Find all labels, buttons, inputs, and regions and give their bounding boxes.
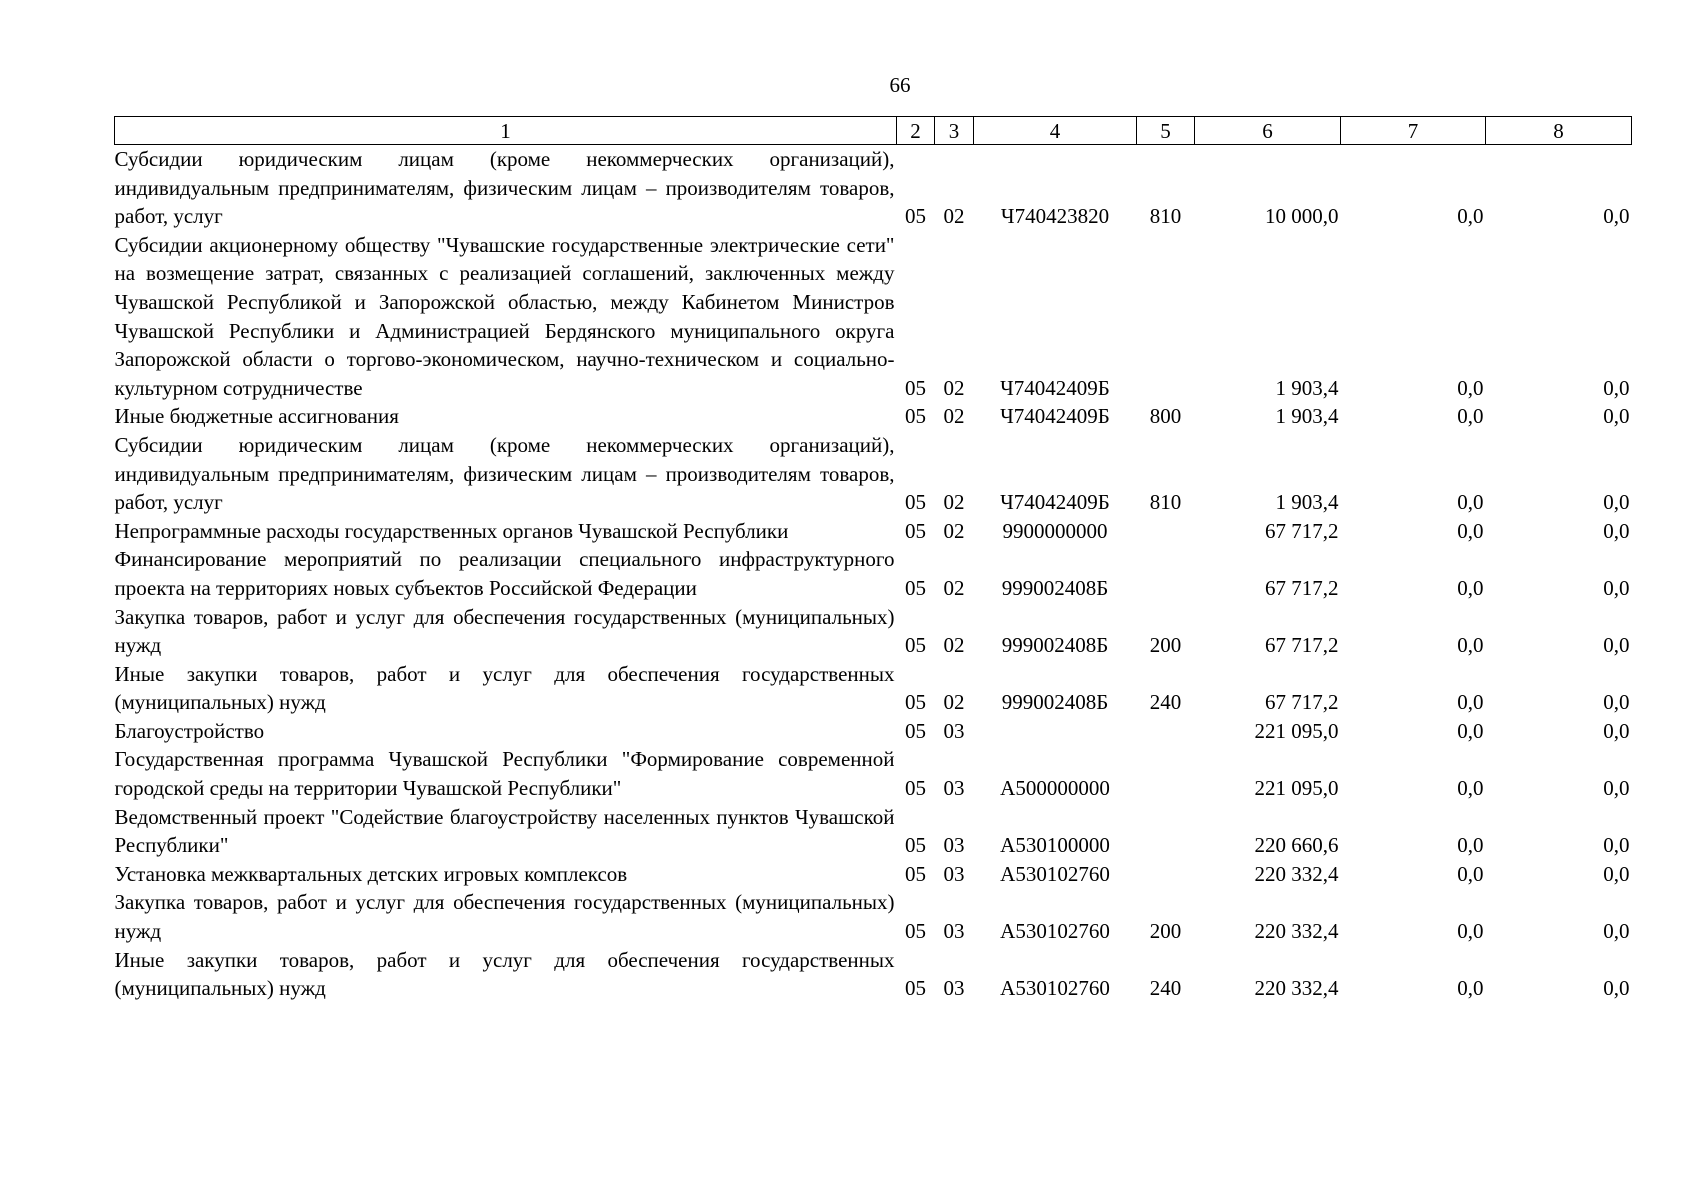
target-article-cell: Ч74042409Б (1000, 490, 1110, 515)
expense-type-cell (1137, 545, 1195, 602)
expense-type-cell: 810 (1149, 490, 1182, 515)
table-row (115, 545, 1632, 602)
amount-cell-col7: 0,0 (1457, 518, 1484, 543)
table-row (115, 860, 1632, 889)
table-row (115, 803, 1632, 860)
expense-type-cell (1137, 717, 1195, 746)
expense-type-cell (1137, 860, 1195, 889)
amount-cell-col6: 67 717,2 (1265, 518, 1339, 543)
section-code-cell: 05 (905, 833, 926, 858)
subsection-code-cell: 03 (943, 833, 965, 858)
row-name-cell: Непрограммные расходы государственных органов Чувашской Республики (114, 518, 789, 543)
budget-table (114, 116, 1632, 1003)
amount-cell-col6: 1 903,4 (1275, 375, 1339, 400)
table-row (115, 888, 1632, 945)
table-row (115, 517, 1632, 546)
row-name-cell: Установка межквартальных детских игровых комплексов (114, 861, 628, 886)
amount-cell-col8: 0,0 (1603, 204, 1630, 229)
expense-type-cell (1137, 745, 1195, 802)
section-code-cell: 05 (905, 919, 926, 944)
amount-cell-col8: 0,0 (1603, 919, 1630, 944)
column-header-5: 5 (1137, 117, 1195, 145)
section-code-cell: 05 (905, 690, 926, 715)
target-article-cell: Ч740423820 (1000, 204, 1110, 229)
table-row (115, 745, 1632, 802)
section-code-cell: 05 (905, 204, 926, 229)
section-code-cell: 05 (905, 490, 926, 515)
amount-cell-col8: 0,0 (1603, 718, 1630, 743)
amount-cell-col8: 0,0 (1603, 833, 1630, 858)
target-article-cell: 999002408Б (1001, 575, 1109, 600)
row-name-cell: Субсидии юридическим лицам (кроме некоммерческих организаций), индивидуальным предпринимателям, физическим лицам – производителям товаров, работ, услуг (114, 432, 895, 515)
amount-cell-col6: 220 660,6 (1254, 833, 1339, 858)
subsection-code-cell: 02 (943, 633, 965, 658)
column-header-6: 6 (1195, 117, 1341, 145)
column-header-7: 7 (1341, 117, 1486, 145)
amount-cell-col8: 0,0 (1603, 776, 1630, 801)
expense-type-cell (1137, 517, 1195, 546)
subsection-code-cell: 02 (943, 518, 965, 543)
target-article-cell: 999002408Б (1001, 690, 1109, 715)
row-name-cell: Иные закупки товаров, работ и услуг для обеспечения государственных (муниципальных) нужд (114, 947, 895, 1001)
row-name-cell: Государственная программа Чувашской Республики "Формирование современной городской среды на территории Чувашской Республики" (114, 747, 895, 801)
amount-cell-col8: 0,0 (1603, 404, 1630, 429)
target-article-cell: 999002408Б (1001, 633, 1109, 658)
expense-type-cell: 240 (1149, 690, 1182, 715)
column-header-4: 4 (974, 117, 1137, 145)
amount-cell-col8: 0,0 (1603, 490, 1630, 515)
amount-cell-col6: 67 717,2 (1265, 575, 1339, 600)
amount-cell-col6: 1 903,4 (1275, 404, 1339, 429)
amount-cell-col6: 221 095,0 (1254, 718, 1339, 743)
subsection-code-cell: 02 (943, 375, 965, 400)
amount-cell-col7: 0,0 (1457, 204, 1484, 229)
row-name-cell: Субсидии акционерному обществу "Чувашские государственные электрические сети" на возмещение затрат, связанных с реализацией соглашений, заключенных между Чувашской Республикой и Запорожской областью, между Кабинетом Министров Чувашской Республики и Администрацией Бердянского муниципального округа Запорожской области о торгово-экономическом, научно-техническом и социально-культурном сотрудничестве (114, 232, 895, 400)
amount-cell-col6: 1 903,4 (1275, 490, 1339, 515)
column-header-8: 8 (1486, 117, 1632, 145)
table-row (115, 231, 1632, 403)
section-code-cell: 05 (905, 518, 926, 543)
amount-cell-col6: 67 717,2 (1265, 633, 1339, 658)
amount-cell-col6: 220 332,4 (1254, 919, 1339, 944)
subsection-code-cell: 03 (943, 976, 965, 1001)
target-article-cell: А530102760 (1000, 861, 1110, 886)
amount-cell-col6: 67 717,2 (1265, 690, 1339, 715)
amount-cell-col8: 0,0 (1603, 375, 1630, 400)
subsection-code-cell: 03 (943, 718, 965, 743)
column-header-3: 3 (935, 117, 974, 145)
amount-cell-col7: 0,0 (1457, 404, 1484, 429)
subsection-code-cell: 03 (943, 861, 965, 886)
amount-cell-col7: 0,0 (1457, 861, 1484, 886)
row-name-cell: Субсидии юридическим лицам (кроме некоммерческих организаций), индивидуальным предпринимателям, физическим лицам – производителям товаров, работ, услуг (114, 147, 895, 229)
target-article-cell: А530102760 (1000, 976, 1110, 1001)
target-article-cell: Ч74042409Б (1000, 404, 1110, 429)
subsection-code-cell: 02 (943, 690, 965, 715)
subsection-code-cell: 02 (943, 404, 965, 429)
table-row (115, 660, 1632, 717)
table-row (115, 603, 1632, 660)
row-name-cell: Иные бюджетные ассигнования (114, 404, 399, 429)
target-article-cell (974, 717, 1137, 746)
amount-cell-col6: 220 332,4 (1254, 861, 1339, 886)
amount-cell-col7: 0,0 (1457, 833, 1484, 858)
section-code-cell: 05 (905, 404, 926, 429)
amount-cell-col6: 221 095,0 (1254, 776, 1339, 801)
subsection-code-cell: 03 (943, 919, 965, 944)
expense-type-cell: 200 (1149, 633, 1182, 658)
expense-type-cell: 240 (1149, 976, 1182, 1001)
amount-cell-col8: 0,0 (1603, 518, 1630, 543)
amount-cell-col8: 0,0 (1603, 690, 1630, 715)
amount-cell-col8: 0,0 (1603, 633, 1630, 658)
target-article-cell: А500000000 (1000, 776, 1110, 801)
table-row (115, 402, 1632, 431)
expense-type-cell: 200 (1149, 919, 1182, 944)
row-name-cell: Закупка товаров, работ и услуг для обеспечения государственных (муниципальных) нужд (114, 890, 895, 944)
section-code-cell: 05 (905, 976, 926, 1001)
expense-type-cell: 810 (1149, 204, 1182, 229)
amount-cell-col7: 0,0 (1457, 776, 1484, 801)
amount-cell-col7: 0,0 (1457, 375, 1484, 400)
table-row (115, 946, 1632, 1003)
section-code-cell: 05 (905, 633, 926, 658)
amount-cell-col7: 0,0 (1457, 919, 1484, 944)
section-code-cell: 05 (905, 375, 926, 400)
row-name-cell: Ведомственный проект "Содействие благоустройству населенных пунктов Чувашской Республики" (114, 804, 895, 858)
section-code-cell: 05 (905, 575, 926, 600)
target-article-cell: Ч74042409Б (1000, 375, 1110, 400)
subsection-code-cell: 02 (943, 490, 965, 515)
target-article-cell: А530102760 (1000, 919, 1110, 944)
expense-type-cell (1137, 231, 1195, 403)
row-name-cell: Иные закупки товаров, работ и услуг для обеспечения государственных (муниципальных) нужд (114, 661, 895, 715)
amount-cell-col6: 220 332,4 (1254, 976, 1339, 1001)
table-body (115, 145, 1632, 1003)
subsection-code-cell: 02 (943, 575, 965, 600)
expense-type-cell (1137, 803, 1195, 860)
section-code-cell: 05 (905, 776, 926, 801)
section-code-cell: 05 (905, 861, 926, 886)
amount-cell-col8: 0,0 (1603, 575, 1630, 600)
table-header-row (115, 117, 1632, 145)
amount-cell-col7: 0,0 (1457, 690, 1484, 715)
amount-cell-col7: 0,0 (1457, 976, 1484, 1001)
amount-cell-col8: 0,0 (1603, 861, 1630, 886)
row-name-cell: Благоустройство (114, 718, 265, 743)
row-name-cell: Финансирование мероприятий по реализации специального инфраструктурного проекта на территориях новых субъектов Российской Федерации (114, 547, 895, 600)
amount-cell-col7: 0,0 (1457, 490, 1484, 515)
amount-cell-col6: 10 000,0 (1265, 204, 1339, 229)
amount-cell-col8: 0,0 (1603, 976, 1630, 1001)
row-name-cell: Закупка товаров, работ и услуг для обеспечения государственных (муниципальных) нужд (114, 604, 895, 658)
expense-type-cell: 800 (1149, 404, 1182, 429)
amount-cell-col7: 0,0 (1457, 575, 1484, 600)
column-header-1: 1 (115, 117, 897, 145)
amount-cell-col7: 0,0 (1457, 633, 1484, 658)
subsection-code-cell: 03 (943, 776, 965, 801)
target-article-cell: 9900000000 (1002, 518, 1108, 543)
column-header-2: 2 (897, 117, 935, 145)
section-code-cell: 05 (905, 718, 926, 743)
table-row (115, 431, 1632, 517)
subsection-code-cell: 02 (943, 204, 965, 229)
page-number: 66 (889, 73, 911, 97)
amount-cell-col7: 0,0 (1457, 718, 1484, 743)
target-article-cell: А530100000 (1000, 833, 1110, 858)
table-row (115, 145, 1632, 231)
table-row (115, 717, 1632, 746)
